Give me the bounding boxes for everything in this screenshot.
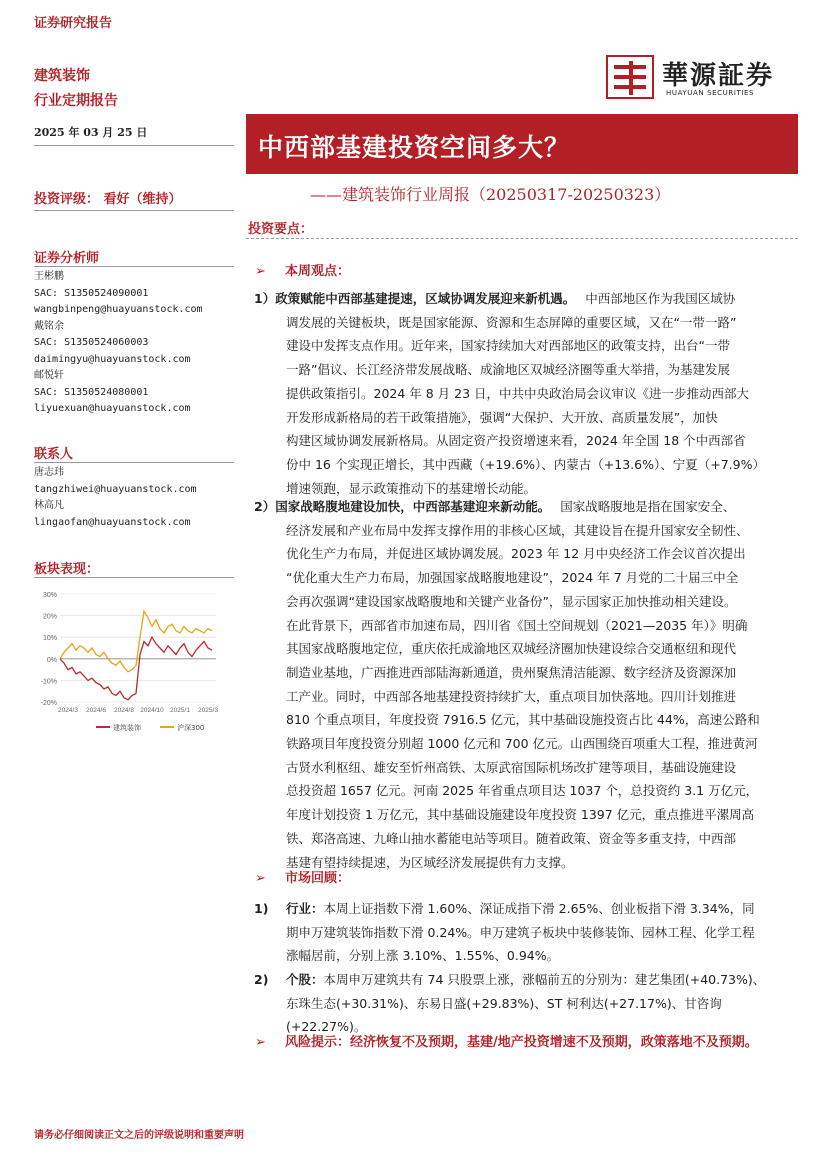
x-tick-label: 2025/1 <box>170 707 190 714</box>
paragraph-2-text: 铁路项目年度投资分别超 1000 亿元和 700 亿元。山西围绕百项重大工程，推进黄河 <box>286 736 758 752</box>
paragraph-1-lead: 政策赋能中西部基建提速，区域协调发展迎来新机遇。 <box>275 291 576 306</box>
series-line <box>60 637 212 700</box>
paragraph-2-text: 810 个重点项目，年度投资 7916.5 亿元，其中基础设施投资占比 44%，高速公路和 <box>286 712 760 728</box>
contacts-heading: 联系人 <box>34 447 74 462</box>
performance-chart <box>34 582 224 752</box>
contact-email[interactable]: lingaofan@huayuanstock.com <box>34 516 191 528</box>
paragraph-2-text: 其国家战略腹地定位，重庆依托成渝地区双城经济圈加快建设综合交通枢纽和现代 <box>286 641 737 657</box>
x-tick-label: 2024/10 <box>140 707 164 714</box>
analyst-sac: SAC: S1350524090001 <box>34 287 149 299</box>
y-tick-label: 30% <box>42 592 57 599</box>
contact-email[interactable]: tangzhiwei@huayuanstock.com <box>34 483 197 495</box>
market-point-1-text: 本周上证指数下滑 1.60%、深证成指下滑 2.65%、创业板指下滑 3.34%，同 <box>323 901 755 916</box>
x-tick-label: 2024/3 <box>58 707 78 714</box>
arrow-icon: ➢ <box>255 264 266 279</box>
paragraph-1-text: 增速领跑，显示政策推动下的基建增长动能。 <box>286 480 537 496</box>
paragraph-1-text: 中西部地区作为我国区域协 <box>585 291 736 306</box>
report-kind: 行业定期报告 <box>34 93 118 109</box>
paragraph-1-number: 1） <box>254 291 276 306</box>
sector-block <box>34 64 118 114</box>
paragraph-2-text: 优化生产力布局，并促进区域协调发展。2023 年 12 月中央经济工作会议首次提出 <box>286 546 746 562</box>
x-tick-label: 2024/8 <box>114 707 134 714</box>
divider <box>246 238 798 239</box>
y-tick-label: 0% <box>46 656 57 664</box>
market-point-1-number: 1) <box>254 901 269 916</box>
analyst-email[interactable]: liyuexuan@huayuanstock.com <box>34 403 191 414</box>
y-tick-label: -20% <box>40 700 57 707</box>
arrow-icon: ➢ <box>255 871 266 886</box>
divider <box>34 210 234 211</box>
market-review-label: 市场回顾： <box>285 871 351 886</box>
paragraph-2-text: 年度计划投资 1 万亿元，其中基础设施建设年度投资 1397 亿元，重点推进平漯周高 <box>286 807 755 823</box>
paragraph-2-text: 制造业基地，广西推进西部陆海新通道，贵州聚焦清洁能源、数字经济及资源深加 <box>286 664 737 680</box>
risk-label: 风险提示： <box>285 1035 351 1050</box>
paragraph-2-text: 会再次强调“建设国家战略腹地和关键产业备份”，显示国家正加快推动相关建设。 <box>286 593 737 609</box>
paragraph-1-text: 建设中发挥支点作用。近年来，国家持续加大对西部地区的政策支持，出台“一带 <box>286 338 730 354</box>
paragraph-1-text: 份中 16 个实现正增长，其中西藏（+19.6%）、内蒙古（+13.6%）、宁夏（+7.9%） <box>286 456 765 472</box>
analyst-name: 邮悦轩 <box>34 370 64 381</box>
paragraph-2 <box>254 495 800 874</box>
legend-label: 建筑装饰 <box>113 724 141 732</box>
paragraph-2-text: “优化重大生产力布局，加强国家战略腹地建设”，2024 年 7 月党的二十届三中全 <box>286 570 739 586</box>
paragraph-2-text: 铁、郑洛高速、九峰山抽水蓄能电站等项目。随着政策、资金等多重支持，中西部 <box>286 830 737 846</box>
analyst-name: 戴铭余 <box>34 320 64 332</box>
paragraph-2-lead: 国家战略腹地建设加快，中西部基建迎来新动能。 <box>275 499 551 514</box>
paragraph-2-text: 基建有望持续提速，为区域经济发展提供有力支撑。 <box>286 854 574 870</box>
paragraph-1 <box>254 287 800 500</box>
paragraph-1-text: 提供政策指引。2024 年 8 月 23 日，中共中央政治局会议审议《进一步推动西部大 <box>286 385 750 401</box>
market-point-1 <box>254 897 800 968</box>
sector-name: 建筑装饰 <box>34 68 90 84</box>
weekly-view-label: 本周观点： <box>285 264 351 279</box>
analysts-heading: 证券分析师 <box>34 251 100 266</box>
analysts-list <box>34 269 203 418</box>
report-type-label: 证券研究报告 <box>34 16 113 31</box>
divider <box>34 462 234 463</box>
paragraph-2-text: 在此背景下，西部省市加速布局，四川省《国土空间规划（2021—2035 年）》明确 <box>286 617 748 633</box>
investment-rating: 投资评级： 看好（维持） <box>34 192 182 207</box>
y-tick-label: -10% <box>40 678 57 686</box>
divider <box>34 577 234 578</box>
y-tick-label: 20% <box>42 613 57 621</box>
analyst-email[interactable]: wangbinpeng@huayuanstock.com <box>34 304 203 315</box>
x-tick-label: 2024/6 <box>86 707 106 714</box>
x-tick-label: 2025/3 <box>198 707 218 714</box>
market-review-heading <box>255 867 350 886</box>
contact-name: 林高凡 <box>34 500 64 511</box>
risk-heading <box>255 1031 758 1050</box>
market-point-2 <box>254 968 800 1039</box>
paragraph-1-line <box>254 287 800 311</box>
analyst-email[interactable]: daimingyu@huayuanstock.com <box>34 353 191 365</box>
footer-disclaimer: 请务必仔细阅读正文之后的评级说明和重要声明 <box>34 1130 244 1141</box>
market-point-2-text: 本周申万建筑共有 74 只股票上涨，涨幅前五的分别为：建艺集团(+40.73%)、 <box>323 972 766 987</box>
contacts-list <box>34 465 197 531</box>
market-point-2-text: 东珠生态(+30.31%)、东易日盛(+29.83%)、ST 柯利达(+27.17%)、甘咨询(+22.27%)。 <box>286 995 722 1035</box>
market-point-1-text: 期申万建筑装饰指数下滑 0.24%。申万建筑子板块中装修装饰、园林工程、化学工程 <box>286 924 755 940</box>
paragraph-2-text: 经济发展和产业布局中发挥支撑作用的非核心区域，其建设旨在提升国家安全韧性、 <box>286 522 749 538</box>
analyst-sac: SAC: S1350524060003 <box>34 337 149 348</box>
market-point-2-number: 2) <box>254 972 269 987</box>
brand-name: 華源証券 <box>662 61 775 91</box>
market-point-1-text: 涨幅居前，分别上涨 3.10%、1.55%、0.94%。 <box>286 948 560 964</box>
risk-text: 经济恢复不及预期，基建/地产投资增速不及预期，政策落地不及预期。 <box>350 1035 758 1050</box>
paragraph-2-number: 2） <box>254 499 276 514</box>
brand-name-en: HUAYUAN SECURITIES <box>666 89 755 97</box>
divider <box>34 145 234 146</box>
paragraph-2-text: 国家战略腹地是指在国家安全、 <box>560 499 736 514</box>
paragraph-1-text: 调发展的关键板块，既是国家能源、资源和生态屏障的重要区域，又在“一带一路” <box>286 314 737 330</box>
performance-heading: 板块表现： <box>34 562 100 577</box>
weekly-view-heading <box>255 260 350 279</box>
brand-logo-icon <box>606 55 654 99</box>
legend-label: 沪深300 <box>177 724 205 732</box>
analyst-name: 王彬鹏 <box>34 271 64 282</box>
analyst-sac: SAC: S1350524080001 <box>34 386 149 398</box>
paragraph-2-line <box>254 495 800 519</box>
paragraph-1-text: 一路”倡议、长江经济带发展战略、成渝地区双城经济圈等重大举措，为基建发展 <box>286 362 730 378</box>
paragraph-2-text: 古贤水利枢纽、雄安至忻州高铁、太原武宿国际机场改扩建等项目，基础设施建设 <box>286 759 737 775</box>
paragraph-2-text: 工产业。同时，中西部各地基建投资持续扩大，重点项目加快落地。四川计划推进 <box>286 688 737 704</box>
series-line <box>60 611 212 672</box>
contact-name: 唐志玮 <box>34 467 64 478</box>
paragraph-2-text: 总投资超 1657 亿元。河南 2025 年省重点项目达 1037 个，总投资约 3.1 万亿元， <box>286 783 759 799</box>
divider <box>34 266 234 267</box>
key-points-heading: 投资要点： <box>248 222 314 237</box>
y-tick-label: 10% <box>42 635 57 643</box>
paragraph-1-text: 构建区域协调发展新格局。从固定资产投资增速来看，2024 年全国 18 个中西部省 <box>286 433 746 449</box>
page-subtitle: ——建筑装饰行业周报（20250317-20250323） <box>310 185 671 204</box>
arrow-icon: ➢ <box>255 1035 266 1050</box>
report-date: 2025 年 03 月 25 日 <box>34 126 148 139</box>
market-point-2-lead: 个股： <box>286 972 324 987</box>
paragraph-1-text: 开发形成新格局的若干政策措施》，强调“大保护、大开放、高质量发展”，加快 <box>286 409 718 425</box>
page-title: 中西部基建投资空间多大？ <box>258 133 571 162</box>
market-point-1-lead: 行业： <box>286 901 324 916</box>
